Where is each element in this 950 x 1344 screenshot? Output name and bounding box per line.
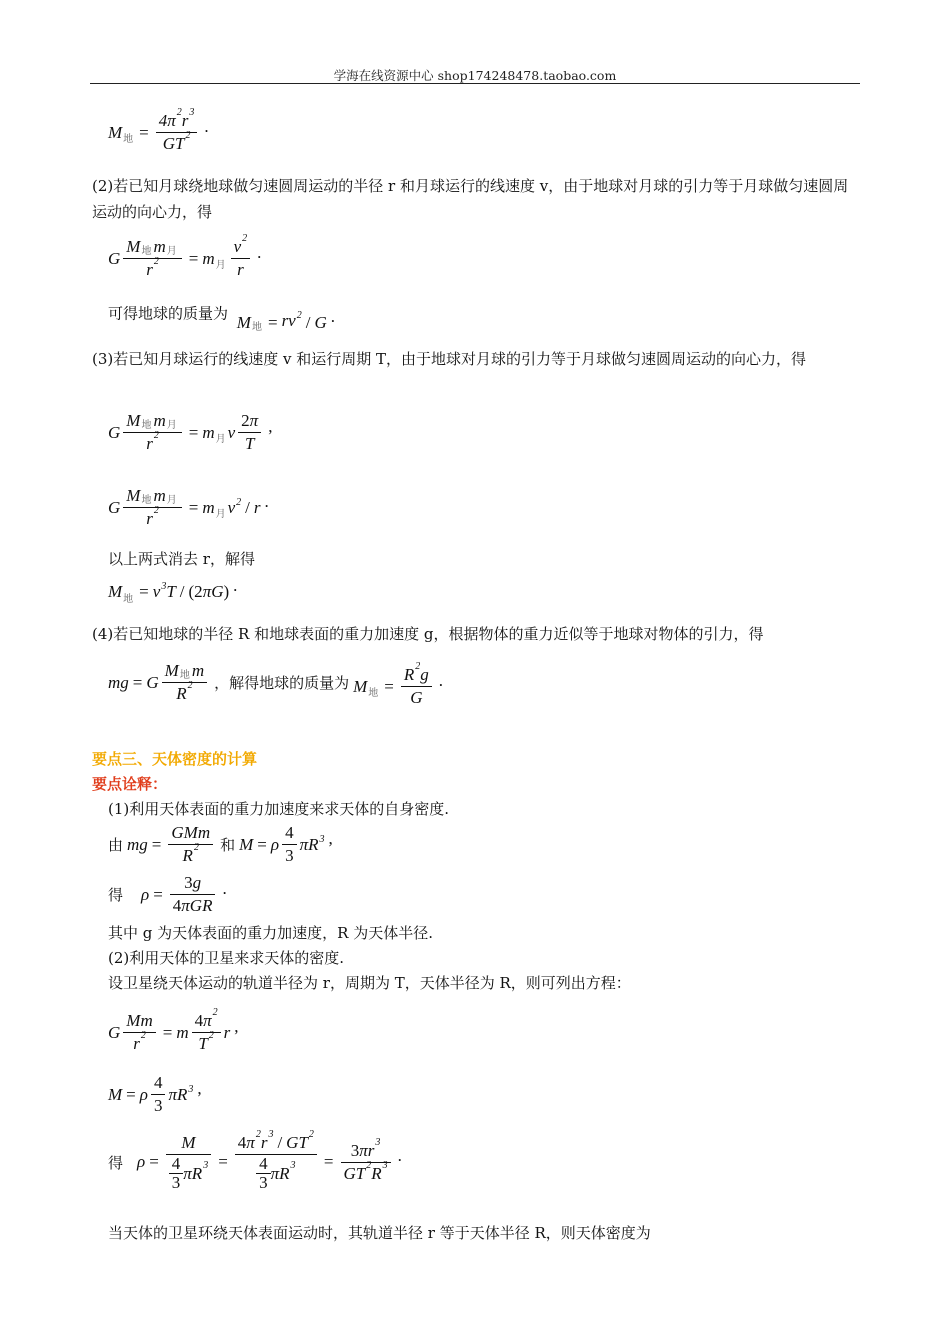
formula-earth-mass-rv2: M 地 = $rv^2$ / G . [236,306,335,333]
paragraph-density-2: (2)利用天体的卫星来求天体的密度. [108,949,345,967]
paragraph-case-4: (4)若已知地球的半径 R 和地球表面的重力加速度 g，根据物体的重力近似等于地球对物体的引力，得 [92,625,764,643]
formula-earth-mass-v3T: M 地 = $v^3T$ / (2 πG ) . [108,576,238,605]
formula-density-satellite: 得 ρ = M $\frac{4}{3}$ πR 3 = 4 π 2 r 3 / GT 2 $\frac{4}{3}$ πR 3 = 3 πr 3 GT 2 R 3 . [108,1129,402,1192]
page-header: 学海在线资源中心 shop174248478.taobao.com [333,68,617,83]
paragraph-density-1: (1)利用天体表面的重力加速度来求天体的自身密度. [108,800,450,818]
formula-satellite-orbit: G Mm r 2 = m 4 π 2 T 2 r , [108,1007,239,1053]
formula-density-setup: 由 mg = GMm R 2 和 M = ρ $\frac{4}{3}$ $\pi R^3$ , [108,823,333,865]
formula-gravity-centripetal-v2r: G M 地 m 月 r 2 = m 月 $v^2$ / r . [108,486,269,528]
paragraph-density-1-note: 其中 g 为天体表面的重力加速度，R 为天体半径. [108,924,433,942]
paragraph-case-3: (3)若已知月球运行的线速度 v 和运行周期 T，由于地球对月球的引力等于月球做匀速圆周运动的向心力，得 [92,350,807,368]
formula-density-g: 得 ρ = 3 g 4 πGR . [108,873,227,915]
section-title: 要点三、天体密度的计算 [92,750,258,768]
paragraph-case-3-eliminate: 以上两式消去 r，解得 [108,550,255,568]
header-divider [90,83,860,84]
formula-gravity-centripetal-vT: G M 地 m 月 r 2 = m 月 v 2 π T , [108,411,273,453]
formula-mass-volume: M = ρ $\frac{4}{3}$ $\pi R^3$ , [108,1073,202,1115]
paragraph-density-surface-orbit: 当天体的卫星环绕天体表面运动时，其轨道半径 r 等于天体半径 R，则天体密度为 [108,1224,651,1242]
paragraph-case-2: (2)若已知月球绕地球做匀速圆周运动的半径 r 和月球运行的线速度 v，由于地球对月球的引力等于月球做匀速圆周运动的向心力，得 [92,177,849,221]
paragraph-case-2-result: 可得地球的质量为 M 地 = $rv^2$ / G . [108,300,878,329]
paragraph-density-2-setup: 设卫星绕天体运动的轨道半径为 r，周期为 T，天体半径为 R，则可列出方程： [108,974,631,992]
formula-gravity-centripetal-v: G M 地 m 月 r 2 = m 月 v 2 r . [108,233,262,279]
section-subtitle: 要点诠释： [92,775,168,793]
formula-earth-mass-gR: mg = G M 地 m R 2 ，解得地球的质量为 M 地 = R 2 g G . [108,661,444,707]
formula-earth-mass-period: M 地 = 4π 2 r 3 GT 2 . [108,107,209,153]
